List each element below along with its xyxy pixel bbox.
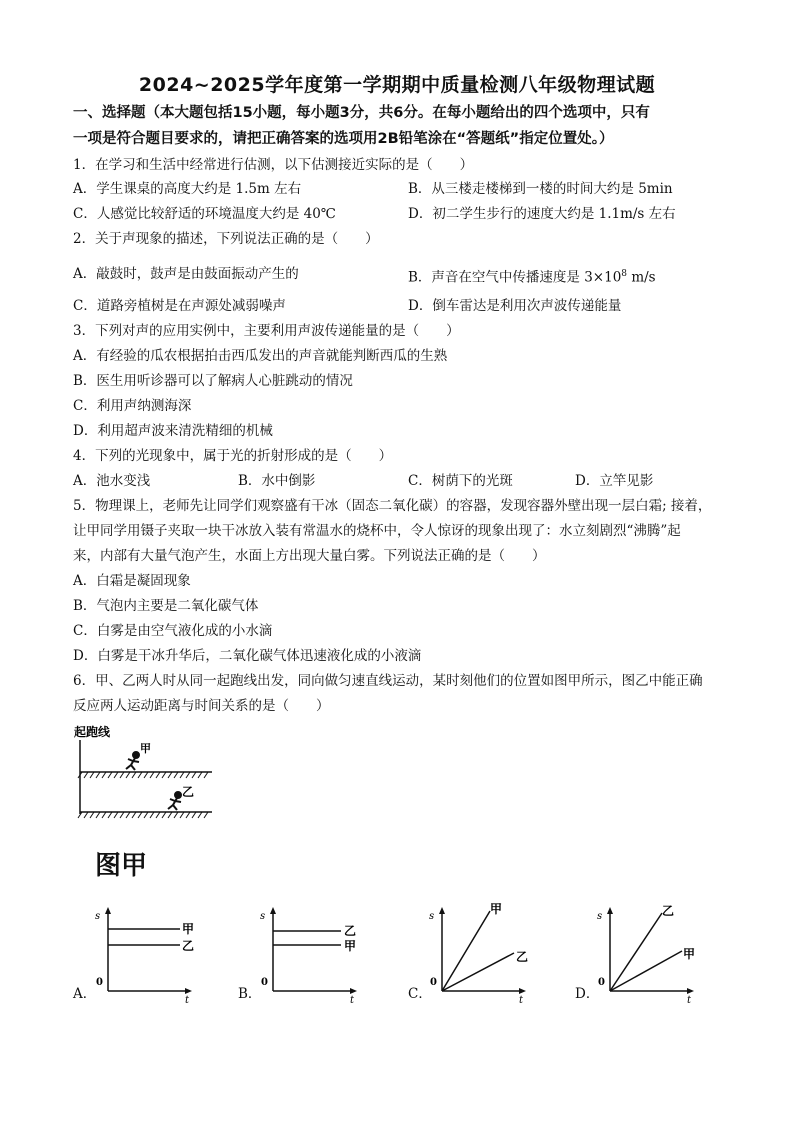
runner-jia-label: 甲 bbox=[140, 742, 151, 755]
graph-c-s-arrow bbox=[439, 907, 445, 914]
q3-option-d: D．利用超声波来清洗精细的机械 bbox=[73, 423, 273, 439]
q3-stem: 3．下列对声的应用实例中，主要利用声波传递能量的是（ ） bbox=[73, 323, 460, 339]
q3-option-a: A．有经验的瓜农根据拍击西瓜发出的声音就能判断西瓜的生熟 bbox=[73, 348, 448, 364]
q4-option-c: C．树荫下的光斑 bbox=[408, 473, 513, 489]
figure-caption: 图甲 bbox=[95, 851, 148, 881]
q2-option-b-prefix: B．声音在空气中传播速度是 3×10 bbox=[408, 269, 622, 286]
q2-option-d: D．倒车雷达是利用次声波传递能量 bbox=[408, 298, 622, 314]
runner-yi-label: 乙 bbox=[182, 785, 195, 799]
graph-b-origin: 0 bbox=[261, 977, 268, 988]
start-line-label: 起跑线 bbox=[74, 725, 111, 739]
q4-option-a: A．池水变浅 bbox=[73, 473, 151, 489]
graph-b-bottom-label: 甲 bbox=[344, 939, 357, 953]
q1-option-c: C．人感觉比较舒适的环境温度大约是 40℃ bbox=[73, 206, 336, 222]
q6-stem-line1: 6．甲、乙两人时从同一起跑线出发，同向做匀速直线运动，某时刻他们的位置如图甲所示，图乙中能正确 bbox=[73, 673, 703, 689]
q1-option-a: A．学生课桌的高度大约是 1.5m 左右 bbox=[73, 181, 302, 197]
graph-a-top-label: 甲 bbox=[182, 922, 195, 936]
q2-option-b-exponent: 8 bbox=[621, 269, 628, 279]
graph-d-s-label: s bbox=[597, 911, 603, 922]
graph-a-bottom-label: 乙 bbox=[182, 939, 195, 953]
graph-c-t-label: t bbox=[519, 995, 524, 1003]
q1-option-b: B．从三楼走楼梯到一楼的时间大约是 5min bbox=[408, 181, 673, 197]
graph-a-option: A． bbox=[73, 986, 97, 1002]
figure-start-line bbox=[72, 722, 222, 822]
exam-title: 2024~2025学年度第一学期期中质量检测八年级物理试题 bbox=[138, 74, 656, 96]
graph-d-shallow-label: 甲 bbox=[683, 947, 696, 961]
graph-c bbox=[422, 903, 532, 1003]
q5-option-b: B．气泡内主要是二氧化碳气体 bbox=[73, 598, 259, 614]
section-instructions-line2: 一项是符合题目要求的，请把正确答案的选项用2B铅笔涂在“答题纸”指定位置处。） bbox=[73, 131, 614, 147]
graph-b-top-label: 乙 bbox=[344, 924, 357, 938]
graph-a bbox=[88, 903, 198, 1003]
graph-d-origin: 0 bbox=[598, 977, 605, 988]
graph-c-s-label: s bbox=[429, 911, 435, 922]
lower-track-hatch bbox=[78, 812, 208, 818]
q5-option-a: A．白霜是凝固现象 bbox=[73, 573, 191, 589]
q2-option-c: C．道路旁植树是在声源处减弱噪声 bbox=[73, 298, 286, 314]
graph-b-t-label: t bbox=[350, 995, 355, 1003]
q1-stem: 1．在学习和生活中经常进行估测，以下估测接近实际的是（ ） bbox=[73, 157, 474, 173]
graph-a-t-label: t bbox=[185, 995, 190, 1003]
q2-stem: 2．关于声现象的描述，下列说法正确的是（ ） bbox=[73, 231, 379, 247]
runner-yi-icon bbox=[168, 792, 181, 810]
graph-d-t-label: t bbox=[687, 995, 692, 1003]
q5-stem-line3: 来，内部有大量气泡产生，水面上方出现大量白雾。下列说法正确的是（ ） bbox=[73, 548, 546, 564]
graph-d-option: D． bbox=[575, 986, 600, 1002]
q4-stem: 4．下列的光现象中，属于光的折射形成的是（ ） bbox=[73, 448, 393, 464]
graph-b-s-arrow bbox=[270, 907, 276, 914]
q5-stem-line1: 5．物理课上，老师先让同学们观察盛有干冰（固态二氧化碳）的容器，发现容器外壁出现一层白霜; 接着， bbox=[73, 498, 712, 514]
q3-option-c: C．利用声纳测海深 bbox=[73, 398, 192, 414]
graph-a-t-arrow bbox=[185, 988, 192, 994]
graph-c-steep-label: 甲 bbox=[490, 903, 503, 916]
graph-d bbox=[590, 903, 700, 1003]
q6-stem-line2: 反应两人运动距离与时间关系的是（ ） bbox=[73, 698, 330, 714]
graph-a-s-arrow bbox=[105, 907, 111, 914]
graph-b-option: B． bbox=[238, 986, 262, 1002]
q3-option-b: B．医生用听诊器可以了解病人心脏跳动的情况 bbox=[73, 373, 353, 389]
q4-option-d: D．立竿见影 bbox=[575, 473, 654, 489]
graph-c-origin: 0 bbox=[430, 977, 437, 988]
graph-b-s-label: s bbox=[260, 911, 266, 922]
runner-jia-icon bbox=[126, 752, 139, 770]
q2-option-b-unit: m/s bbox=[627, 269, 656, 286]
q1-option-d: D．初二学生步行的速度大约是 1.1m/s 左右 bbox=[408, 206, 676, 222]
graph-d-steep-label: 乙 bbox=[662, 904, 675, 918]
q5-option-d: D．白雾是干冰升华后，二氧化碳气体迅速液化成的小液滴 bbox=[73, 648, 422, 664]
q5-option-c: C．白雾是由空气液化成的小水滴 bbox=[73, 623, 273, 639]
graph-b bbox=[253, 903, 363, 1003]
upper-track-hatch bbox=[78, 772, 208, 778]
q2-option-b bbox=[408, 264, 656, 288]
graph-c-t-arrow bbox=[519, 988, 526, 994]
q2-option-a: A．敲鼓时，鼓声是由鼓面振动产生的 bbox=[73, 266, 299, 282]
q4-option-b: B．水中倒影 bbox=[238, 473, 316, 489]
graph-a-s-label: s bbox=[95, 911, 101, 922]
graph-d-t-arrow bbox=[687, 988, 694, 994]
graph-d-line-shallow bbox=[610, 951, 682, 991]
graph-b-t-arrow bbox=[350, 988, 357, 994]
graph-d-line-steep bbox=[610, 913, 662, 991]
graph-c-option: C． bbox=[408, 986, 432, 1002]
q5-stem-line2: 让甲同学用镊子夹取一块干冰放入装有常温水的烧杯中，令人惊讶的现象出现了：水立刻剧烈“沸腾”起 bbox=[73, 523, 681, 539]
graph-a-origin: 0 bbox=[96, 977, 103, 988]
graph-c-shallow-label: 乙 bbox=[516, 950, 529, 964]
section-instructions-line1: 一、选择题（本大题包括15小题，每小题3分，共6分。在每小题给出的四个选项中，只有 bbox=[73, 105, 650, 121]
graph-d-s-arrow bbox=[607, 907, 613, 914]
